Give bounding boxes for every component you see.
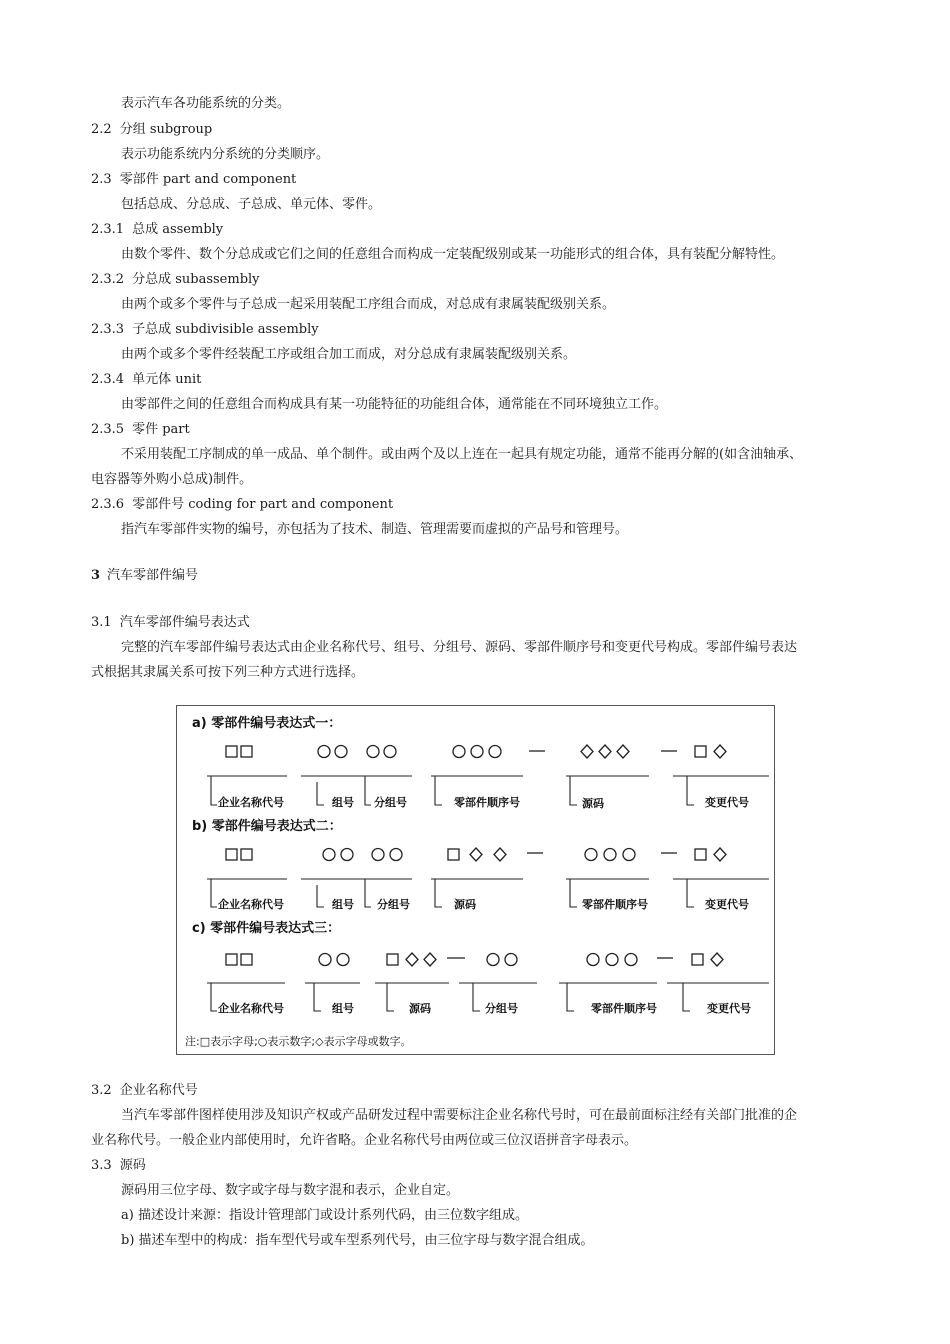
label-source: 源码 [454, 898, 476, 911]
heading-number: 2.3.1 [91, 222, 125, 237]
paragraph-continuation: 电容器等外购小总成)制件。 [91, 472, 253, 487]
label-change: 变更代号 [705, 898, 749, 911]
heading-text: 零件 part [132, 422, 190, 437]
heading-2-3-2 [91, 272, 260, 288]
letter-square [226, 849, 237, 860]
list-item-b: b) 描述车型中的构成：指车型代号或车型系列代号，由三位字母与数字混合组成。 [121, 1233, 594, 1248]
heading-text: 企业名称代号 [119, 1083, 198, 1098]
expression-c-labels [218, 1001, 751, 1015]
expression-a-symbols [226, 745, 726, 758]
heading-text: 零部件 part and component [119, 172, 297, 187]
label-sequence: 零部件顺序号 [582, 898, 648, 911]
digit-circle [604, 849, 616, 861]
heading-text: 汽车零部件编号表达式 [119, 615, 250, 630]
digit-circle [341, 849, 353, 861]
heading-number: 2.3.5 [91, 422, 125, 437]
paragraph: 源码用三位字母、数字或字母与数字混和表示，企业自定。 [121, 1183, 460, 1198]
letter-square [695, 746, 706, 757]
coding-expression-diagram [177, 706, 774, 1054]
letter-square [695, 849, 706, 860]
paragraph: 由零部件之间的任意组合而构成具有某一功能特征的功能组合体，通常能在不同环境独立工作。 [121, 397, 668, 412]
heading-number: 3.1 [91, 615, 112, 630]
expression-b-title: b) 零部件编号表达式二： [192, 819, 342, 834]
digit-circle [335, 746, 347, 758]
expression-c-symbols [226, 953, 723, 966]
expression-b-labels [218, 897, 749, 911]
heading-text: 汽车零部件编号 [107, 568, 199, 583]
letter-or-digit-diamond [424, 953, 436, 966]
expression-a-title: a) 零部件编号表达式一： [192, 716, 342, 731]
heading-number: 2.3.6 [91, 497, 125, 512]
digit-circle [319, 954, 331, 966]
letter-or-digit-diamond [581, 745, 593, 758]
letter-or-digit-diamond [714, 745, 726, 758]
paragraph: 由数个零件、数个分总成或它们之间的任意组合而构成一定装配级别或某一功能形式的组合体，具有装配分解特性。 [121, 247, 785, 262]
label-change: 变更代号 [707, 1002, 751, 1015]
heading-2-3-4 [91, 372, 201, 388]
letter-square [226, 746, 237, 757]
heading-2-3-3 [91, 322, 319, 338]
heading-text: 子总成 subdivisible assembly [132, 322, 319, 337]
heading-text: 总成 assembly [132, 222, 224, 237]
heading-number: 2.3 [91, 172, 112, 187]
paragraph-continuation: 业名称代号。一般企业内部使用时，允许省略。企业名称代号由两位或三位汉语拼音字母表示。 [91, 1133, 638, 1148]
expression-b-brackets [207, 879, 769, 907]
paragraph: 表示汽车各功能系统的分类。 [121, 96, 291, 111]
bracket-subgroup [365, 776, 371, 805]
letter-or-digit-diamond [406, 953, 418, 966]
paragraph: 包括总成、分总成、子总成、单元体、零件。 [121, 197, 382, 212]
heading-3-1 [91, 615, 250, 631]
paragraph: 指汽车零部件实物的编号，亦包括为了技术、制造、管理需要而虚拟的产品号和管理号。 [121, 522, 629, 537]
digit-circle [323, 849, 335, 861]
letter-square [241, 746, 252, 757]
heading-number: 2.2 [91, 122, 112, 137]
digit-circle [318, 746, 330, 758]
expression-c-title: c) 零部件编号表达式三： [192, 921, 341, 936]
heading-text: 源码 [119, 1158, 146, 1173]
digit-circle [337, 954, 349, 966]
paragraph: 不采用装配工序制成的单一成品、单个制件。或由两个及以上连在一起具有规定功能，通常不能再分解的(如含油轴承、 [121, 447, 803, 462]
paragraph: 由两个或多个零件经装配工序或组合加工而成，对分总成有隶属装配级别关系。 [121, 347, 577, 362]
digit-circle [587, 954, 599, 966]
digit-circle [390, 849, 402, 861]
paragraph: 完整的汽车零部件编号表达式由企业名称代号、组号、分组号、源码、零部件顺序号和变更代号构成。零部件编号表达 [121, 640, 798, 655]
heading-text: 零部件号 coding for part and component [132, 497, 394, 512]
label-change: 变更代号 [705, 796, 749, 809]
label-source: 源码 [409, 1002, 431, 1015]
letter-or-digit-diamond [494, 848, 506, 861]
label-source: 源码 [582, 797, 604, 810]
digit-circle [471, 746, 483, 758]
digit-circle [489, 746, 501, 758]
letter-square [448, 849, 459, 860]
heading-2-3 [91, 172, 296, 188]
digit-circle [623, 849, 635, 861]
heading-number: 3.2 [91, 1083, 112, 1098]
label-sequence: 零部件顺序号 [591, 1002, 657, 1015]
label-subgroup: 分组号 [485, 1002, 518, 1015]
expression-b-symbols [226, 848, 726, 861]
letter-or-digit-diamond [470, 848, 482, 861]
letter-square [226, 954, 237, 965]
bracket-subgroup [365, 879, 371, 907]
letter-square [692, 954, 703, 965]
label-company-code: 企业名称代号 [218, 898, 284, 911]
label-company-code: 企业名称代号 [218, 1002, 284, 1015]
bracket-source [431, 879, 523, 907]
heading-3-3 [91, 1158, 146, 1174]
label-group: 组号 [332, 898, 354, 911]
letter-or-digit-diamond [599, 745, 611, 758]
label-subgroup: 分组号 [377, 898, 410, 911]
digit-circle [625, 954, 637, 966]
paragraph: 表示功能系统内分系统的分类顺序。 [121, 147, 330, 162]
expression-a-labels [218, 795, 749, 810]
heading-3-2 [91, 1083, 198, 1099]
digit-circle [505, 954, 517, 966]
digit-circle [367, 746, 379, 758]
paragraph-continuation: 式根据其隶属关系可按下列三种方式进行选择。 [91, 665, 365, 680]
digit-circle [384, 746, 396, 758]
digit-circle [487, 954, 499, 966]
label-company-code: 企业名称代号 [218, 796, 284, 809]
list-item-a: a) 描述设计来源：指设计管理部门或设计系列代码，由三位数字组成。 [121, 1208, 528, 1223]
letter-square [387, 954, 398, 965]
heading-text: 分总成 subassembly [132, 272, 260, 287]
label-group: 组号 [332, 1002, 354, 1015]
heading-2-3-5 [91, 422, 190, 438]
heading-2-3-1 [91, 222, 223, 238]
letter-or-digit-diamond [714, 848, 726, 861]
digit-circle [453, 746, 465, 758]
paragraph: 由两个或多个零件与子总成一起采用装配工序组合而成，对总成有隶属装配级别关系。 [121, 297, 616, 312]
paragraph: 当汽车零部件图样使用涉及知识产权或产品研发过程中需要标注企业名称代号时，可在最前面标注经有关部门批准的企 [121, 1108, 798, 1123]
heading-text: 分组 subgroup [119, 122, 213, 137]
coding-expression-figure [176, 705, 775, 1055]
heading-number: 2.3.3 [91, 322, 125, 337]
letter-square [241, 849, 252, 860]
heading-2-3-6 [91, 497, 393, 513]
digit-circle [372, 849, 384, 861]
letter-or-digit-diamond [711, 953, 723, 966]
digit-circle [606, 954, 618, 966]
heading-text: 单元体 unit [132, 372, 202, 387]
bracket-source [566, 776, 649, 805]
heading-number: 2.3.2 [91, 272, 125, 287]
label-sequence: 零部件顺序号 [454, 796, 520, 809]
heading-number: 2.3.4 [91, 372, 125, 387]
heading-number: 3 [91, 568, 101, 583]
heading-2-2 [91, 122, 212, 138]
letter-or-digit-diamond [617, 745, 629, 758]
label-group: 组号 [332, 796, 354, 809]
letter-square [241, 954, 252, 965]
heading-3 [91, 568, 198, 584]
digit-circle [585, 849, 597, 861]
label-subgroup: 分组号 [374, 796, 407, 809]
heading-number: 3.3 [91, 1158, 112, 1173]
figure-note: 注:□表示字母;○表示数字;◇表示字母或数字。 [185, 1035, 412, 1048]
